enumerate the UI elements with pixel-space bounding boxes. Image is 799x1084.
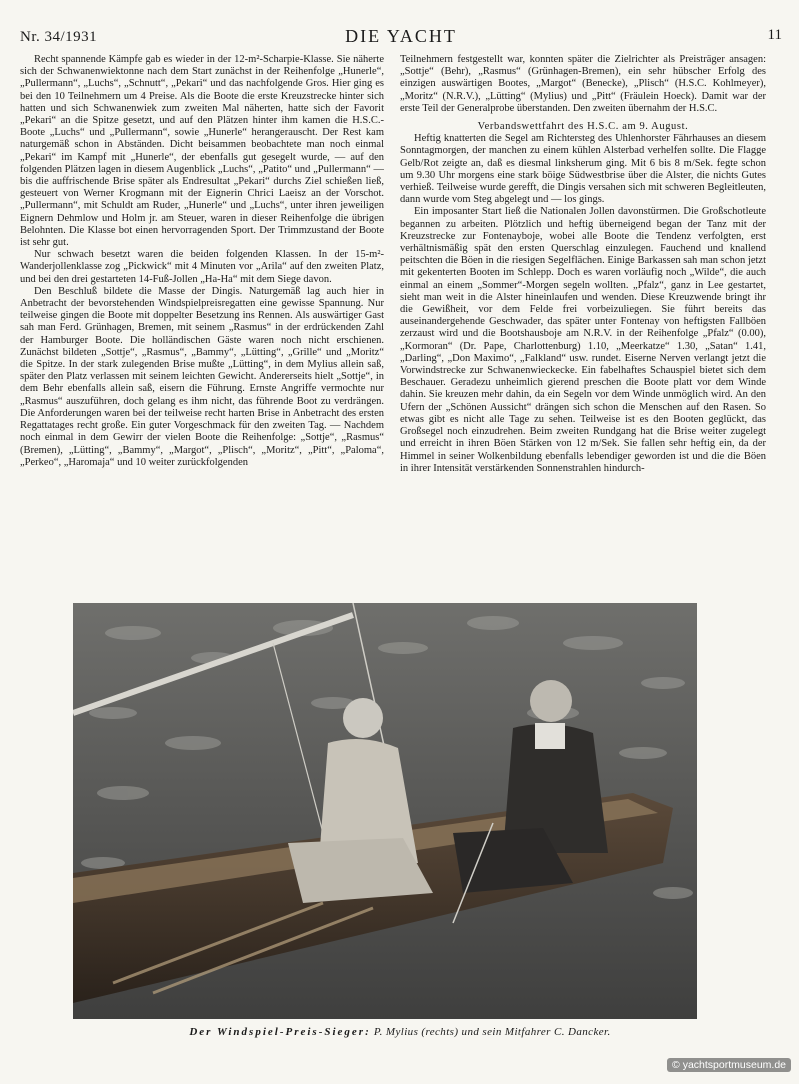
page-number: 11 <box>767 27 782 43</box>
issue-number: Nr. 34/1931 <box>20 29 98 45</box>
photo-caption <box>40 1026 760 1038</box>
caption-text: P. Mylius (rechts) und sein Mitfahrer C. Dancker. <box>373 1026 611 1038</box>
masthead-title: DIE YACHT <box>345 26 457 46</box>
paragraph: Heftig knatterten die Segel am Richtersteg des Uhlenhorster Fährhauses an diesem Sonntagmorgen, der manchen zu einem kühlen Alsterbad verhelfen sollte. Die Flagge Gelb/Rot zeigte an, daß es diesmal linksherum ging. Mit 6 bis 8 m/Sek. fegte schon um 9.30 Uhr morgens eine stark böige Südwestbrise über die Alster, die nichts Gutes verhieß. Teilweise wurde gerefft, die Dingis versahen sich mit schweren Begleitleuten, dann wurde vom Steg abgelegt und — los gings. <box>400 133 766 206</box>
photograph <box>73 603 697 1019</box>
page-header <box>20 26 782 50</box>
caption-label: Der Windspiel-Preis-Sieger: <box>189 1026 371 1038</box>
paragraph: Teilnehmern festgestellt war, konnten später die Zielrichter als Preisträger ansagen: „Sottje“ (Behr), „Rasmus“ (Grünhagen-Bremen), ein sehr hübscher Erfolg des einzigen auswärtigen Bootes, „Margot“ (Benecke), „Plisch“ (H.S.C. Kohlmeyer), „Moritz“ (N.R.V.), „Lütting“ (Mylius) und „Pitt“ (Fräulein Hoeck). Damit war der erste Teil der Generalprobe überstanden. Den zweiten übernahm der H.S.C. <box>400 54 766 114</box>
watermark: © yachtsportmuseum.de <box>667 1058 791 1072</box>
paragraph: Recht spannende Kämpfe gab es wieder in der 12-m²-Scharpie-Klasse. Sie näherte sich der Schwanenwiektonne nach dem Start zunächst in der Reihenfolge „Hunerle“, „Pullermann“, „Luchs“, „Schnutt“, „Pekari“ und das nachfolgende Gros. Hier ging es bei den 10 Teilnehmern um 4 Preise. Als die Boote die erste Kreuzstrecke hinter sich hatten und sich Schwanenwiek zum zweiten Mal näherten, hatte sich der Favorit „Pekari“ an die Spitze gesetzt, und auf den Plätzen hinter ihm kamen die H.S.C.-Boote „Luchs“ und „Pullermann“, sowie „Hunerle“ herangerauscht. Der Rest kam naturgemäß schon in Abständen. Dicht beisammen beobachtete man noch einmal „Pekari“ im Kampf mit „Hunerle“, der ebenfalls gut gesegelt wurde, — auf den folgenden Plätzen lagen in diesem Augenblick „Luchs“, „Patito“ und „Pullermann“ — bis die auffrischende Brise später als Endresultat „Pekari“ durchs Ziel schießen ließ, gesteuert von Werner Krogmann mit der Eignerin Chrici Laeisz an der Vorschot. „Pullermann“, mit Schuldt am Ruder, „Hunerle“ und „Luchs“, unter ihren jeweiligen Eignern Dehmlow und Holm jr. am Steuer, waren in dieser Reihenfolge die übrigen Belohnten. Die Klasse bot einen hervorragenden Sport. Der Trimmzustand der Boote ist sehr gut. <box>20 54 384 249</box>
section-heading: Verbandswettfahrt des H.S.C. am 9. August. <box>477 121 689 133</box>
right-column <box>400 54 766 584</box>
paragraph: Den Beschluß bildete die Masse der Dingis. Naturgemäß lag auch hier in Anbetracht der bevorstehenden Windspielpreisregatten eine gewisse Spannung. Nur teilweise gingen die Boote mit doppelter Besetzung ins Rennen. Als auswärtiger Gast sah man Ferd. Grünhagen, Bremen, mit seinem „Rasmus“ in der erdrückenden Zahl der Hamburger Boote. Die holländischen Gäste waren noch nicht erschienen. Zunächst bildeten „Sottje“, „Rasmus“, „Bammy“, „Lütting“, „Grille“ und „Moritz“ die Spitze. In der stark zulegenden Brise mußte „Lütting“, in dem Mylius allein saß, später den Platz verlassen mit seinem leichten Gewicht. Andererseits hielt „Sottje“, in dem Behr ebenfalls allein saß, eisern die Führung. Ernste Angriffe vermochte nur „Rasmus“ auszuführen, doch gelang es ihm nicht, das führende Boot zu verdrängen. Die Anforderungen waren bei der teilweise recht harten Brise in Anbetracht des ersten Regattatages recht große. Ein guter Vorgeschmack für den zweiten Tag. — Nachdem noch einmal in dem Gewirr der vielen Boote die Reihenfolge: „Sottje“, „Rasmus“ (Bremen), „Lütting“, „Bammy“, „Margot“, „Plisch“, „Moritz“, „Pitt“, „Paloma“, „Perkeo“, „Haromaja“ und 10 weiter zurückfolgenden <box>20 285 384 468</box>
paragraph: Ein imposanter Start ließ die Nationalen Jollen davonstürmen. Die Großschotleute begannen zu arbeiten. Plötzlich und heftig überneigend began der Tanz mit der Kreuzstrecke zur Fontenayboje, wobei alle Boote die Tendenz verfolgten, erst verhältnismäßig spät den ersten Querschlag einzulegen. Fauchend und knallend peitschten die Böen in die riesigen Segelflächen. Einige Barkassen sah man schon jetzt mit gekenterten Booten im Schlepp. Doch es waren vorläufig noch „Wilde“, die auch einmal an einem „Sommer“-Morgen segeln wollten. „Pfalz“, ganz in Lee gestartet, sieht man weit in die Alster hineinlaufen und wenden. Diese Kreuzwende bringt ihr die Gewißheit, vor dem Felde frei vorbeizuliegen. Sie führt bereits das auseinandergehende Geschwader, das später unter Fontenay von heftigsten Fallböen zerzaust wird und die Bootshausboje am N.R.V. in der Reihenfolge „Pfalz“ (0.00), „Kormoran“ (Dr. Pape, Charlottenburg) 1.10, „Meerkatze“ 1.30, „Satan“ 1.41, „Darling“, „Don Maximo“, „Falkland“ usw. rundet. Eiserne Nerven verlangt jetzt die Vorwindstrecke zur Schwanenwieckecke. Ein fabelhaftes Schauspiel bietet sich dem Beschauer. Geradezu unheimlich gierend preschen die Boote platt vor dem Winde dahin. Sie kreuzen mehr dahin, da ein Segeln vor dem Winde unmöglich wird. An den Ufern der „Schönen Aussicht“ drängen sich schon die Menschen auf den Rasen. So etwas gibt es nicht alle Tage zu sehen. Teilweise ist es den Booten geglückt, das Großsegel noch einzudrehen. Beim zweiten Rundgang hat die Brise weiter zugelegt und erreicht in ihren Böen Stärken von 12 m/Sek. Sie fallen sehr heftig ein, da der Himmel in seiner Wolkenbildung ebenfalls lebendiger geworden ist und die die Böen in ihrer Intensität verstärkenden Sonnenstrahlen hindurch- <box>400 206 766 474</box>
left-column <box>20 54 384 584</box>
photo-illustration <box>73 603 697 1019</box>
paragraph: Nur schwach besetzt waren die beiden folgenden Klassen. In der 15-m²-Wanderjollenklasse zog „Pickwick“ mit 4 Minuten vor „Arila“ auf den zweiten Platz, und bei den drei gestarteten 14-Fuß-Jollen „Ha-Ha“ mit dem Siege davon. <box>20 249 384 285</box>
